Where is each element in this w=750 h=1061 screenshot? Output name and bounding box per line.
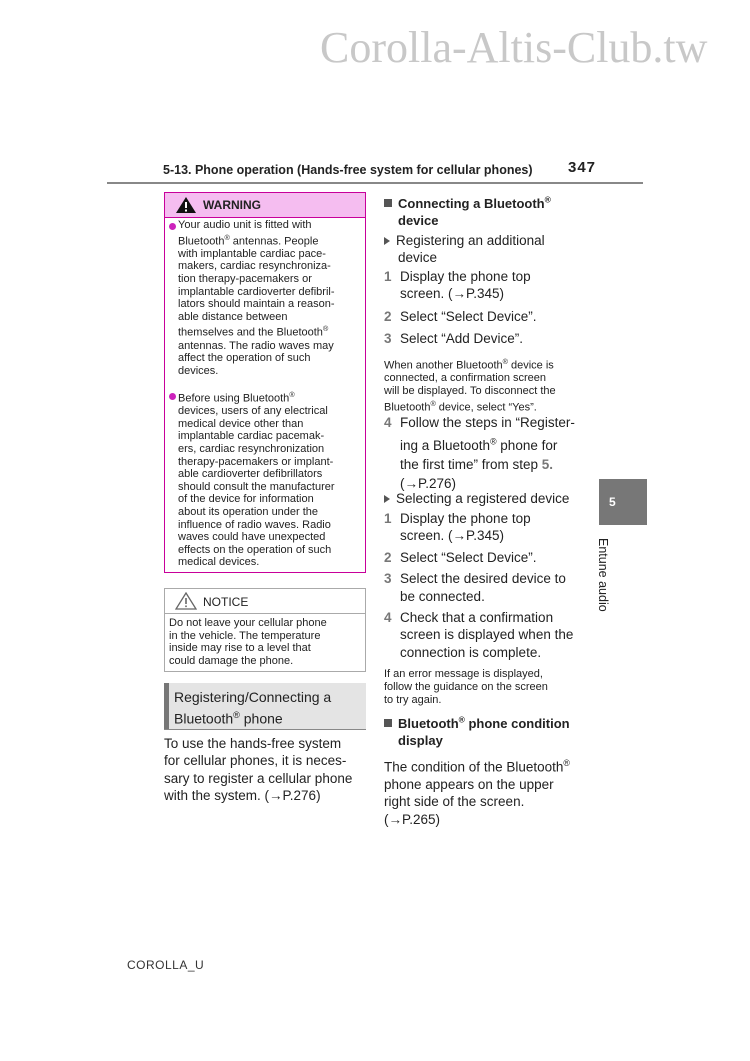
bullet-icon (169, 393, 176, 400)
warning-text-line: Your audio unit is fitted with (178, 219, 312, 231)
notice-label: NOTICE (203, 595, 249, 609)
condition-body (384, 755, 570, 828)
caution-triangle-icon (175, 592, 197, 610)
warning-triangle-icon (175, 196, 197, 214)
step-number: 4 (384, 415, 392, 430)
sub-heading-selecting: Selecting a registered device (384, 490, 569, 507)
bullet-icon (169, 223, 176, 230)
intro-text-line: sary to register a cellular phone (164, 770, 353, 786)
warning-text-line: able cardioverter defibrillators (178, 468, 323, 481)
section-heading (174, 688, 331, 728)
warning-text-line: tion therapy-pacemakers or (178, 273, 312, 286)
notice-text-line: Do not leave your cellular phone (169, 617, 327, 629)
notice-body (169, 617, 327, 667)
triangle-bullet-icon (384, 237, 390, 245)
warning-text-line: Before using Bluetooth® (178, 391, 295, 405)
chapter-label: Entune audio (596, 538, 610, 612)
warning-text-line: devices. (178, 364, 219, 377)
warning-paragraph-2 (178, 389, 362, 569)
step-text: Select “Add Device”. (400, 331, 524, 347)
intro-text-line: with the system. (→P.276) (164, 788, 321, 804)
connecting-heading: Connecting a Bluetooth® device (384, 192, 551, 229)
step-number: 3 (384, 331, 392, 347)
warning-text-line: ers, cardiac resynchronization (178, 443, 325, 456)
warning-text-line: effects on the operation of such (178, 543, 332, 556)
warning-text-line: influence of radio waves. Radio (178, 518, 331, 531)
step-text: be connected. (400, 588, 485, 604)
warning-text-line: should consult the manufacturer (178, 480, 335, 493)
step-number: 4 (384, 610, 392, 626)
step-item (384, 549, 573, 566)
step-number: 1 (384, 269, 392, 284)
note-error (384, 668, 548, 706)
steps-registering (384, 268, 537, 353)
step-text: Display the phone top (400, 511, 531, 526)
step-item (384, 510, 573, 545)
step-number: 3 (384, 571, 392, 587)
section-heading-bar (164, 683, 169, 729)
intro-text-line: To use the hands-free system (164, 736, 342, 751)
note-text-line: connected, a confirmation screen (384, 372, 547, 385)
note-text-line: follow the guidance on the screen (384, 680, 548, 693)
warning-text-line: therapy-pacemakers or implant- (178, 455, 334, 468)
section-header-title: 5-13. Phone operation (Hands-free system for cellular phones) (163, 163, 533, 177)
warning-text-line: medical device other than (178, 417, 304, 430)
warning-text-line: of the device for information (178, 493, 314, 506)
page-number: 347 (568, 159, 597, 176)
warning-text-line: antennas. The radio waves may (178, 339, 334, 352)
step-number: 2 (384, 549, 392, 565)
warning-text-line: medical devices. (178, 556, 260, 569)
step-text: connection is complete. (400, 644, 542, 660)
note-text-line: When another Bluetooth® device is (384, 358, 554, 372)
step-item (384, 308, 537, 325)
footer-model: COROLLA_U (127, 958, 205, 972)
step-4-register (384, 413, 575, 493)
intro-text-line: for cellular phones, it is neces- (164, 753, 347, 769)
square-bullet-icon (384, 719, 392, 727)
step-text: (→P.276) (400, 475, 457, 491)
notice-box (164, 588, 366, 672)
warning-text-line: lators should maintain a reason- (178, 298, 335, 311)
step-text: screen is displayed when the (400, 627, 574, 643)
notice-text-line: in the vehicle. The temperature (169, 629, 321, 642)
note-text-line: will be displayed. To disconnect the (384, 385, 556, 398)
chapter-number: 5 (609, 495, 616, 509)
warning-label: WARNING (203, 198, 261, 212)
step-number: 2 (384, 308, 392, 324)
warning-text-line: themselves and the Bluetooth® (178, 325, 329, 340)
warning-text-line: implantable cardioverter defibril- (178, 285, 335, 298)
square-bullet-icon (384, 199, 392, 207)
note-disconnect (384, 356, 556, 415)
warning-text-line: implantable cardiac pacemak- (178, 430, 325, 443)
condition-text-line: phone appears on the upper (384, 776, 554, 792)
chapter-tab[interactable] (599, 479, 647, 525)
step-text: screen. (→P.345) (400, 528, 505, 544)
warning-text-line: able distance between (178, 310, 288, 323)
step-text: 4 Follow the steps in “Register- (384, 415, 575, 430)
step-number: 1 (384, 511, 392, 526)
condition-heading: Bluetooth® phone condition display (384, 712, 570, 749)
intro-paragraph (164, 735, 352, 805)
condition-text-line: (→P.265) (384, 811, 441, 827)
note-text-line: If an error message is displayed, (384, 668, 543, 680)
step-text: Display the phone top (400, 269, 531, 284)
triangle-bullet-icon (384, 495, 390, 503)
step-text: Select “Select Device”. (400, 549, 537, 565)
warning-text-line: about its operation under the (178, 506, 319, 518)
condition-text-line: right side of the screen. (384, 794, 525, 810)
step-text: screen. (→P.345) (400, 286, 505, 302)
step-text: Select “Select Device”. (400, 308, 537, 324)
warning-text-line: waves could have unexpected (178, 531, 326, 544)
step-item (384, 268, 537, 303)
section-underline (164, 729, 366, 730)
condition-text-line: The condition of the Bluetooth® (384, 758, 570, 775)
warning-text-line: makers, cardiac resynchroniza- (178, 260, 331, 273)
step-text: ing a Bluetooth® phone for (400, 436, 558, 453)
step-item (384, 330, 537, 347)
warning-text-line: devices, users of any electrical (178, 405, 328, 418)
step-item (384, 609, 573, 661)
warning-paragraph-1 (178, 219, 362, 377)
step-item (384, 570, 573, 605)
note-text-line: to try again. (384, 693, 442, 706)
section-heading-box (164, 683, 366, 729)
steps-selecting (384, 510, 573, 665)
notice-text-line: inside may rise to a level that (169, 642, 311, 655)
header-rule (107, 182, 643, 184)
sub-heading-registering: Registering an additional device (384, 232, 545, 267)
watermark: Corolla-Altis-Club.tw (320, 23, 708, 72)
warning-text-line: Bluetooth® antennas. People (178, 233, 319, 248)
warning-text-line: with implantable cardiac pace- (178, 247, 326, 260)
warning-text-line: affect the operation of such (178, 352, 311, 365)
step-text: the first time” from step 5. (400, 456, 554, 472)
note-text-line: Bluetooth® device, select “Yes”. (384, 400, 537, 414)
warning-box (164, 192, 366, 573)
step-text: Select the desired device to (400, 571, 566, 587)
section-heading-line-1: Registering/Connecting a (174, 689, 332, 705)
section-heading-line-2: Bluetooth® phone (174, 710, 283, 727)
notice-header (165, 589, 365, 614)
notice-text-line: could damage the phone. (169, 654, 294, 667)
step-text: Check that a confirmation (400, 610, 554, 626)
warning-header (165, 193, 365, 218)
step-reference: 5. (538, 456, 554, 472)
